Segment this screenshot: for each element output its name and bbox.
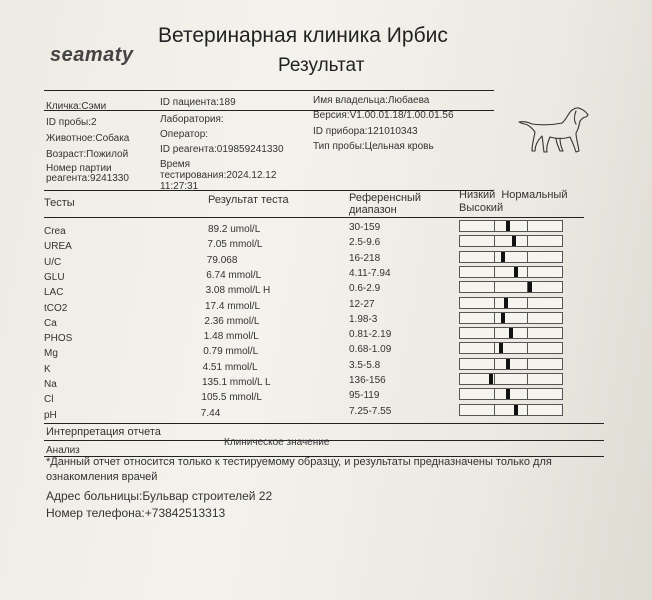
test-result: 89.2 umol/L: [208, 224, 261, 235]
divider: [44, 217, 584, 218]
patient-id: ID пациента:189: [160, 97, 236, 108]
level-marker: [506, 359, 510, 369]
level-bar-divider: [527, 313, 528, 323]
test-result: 2.36 mmol/L: [204, 316, 260, 327]
test-time-value: тестирования:2024.12.12: [160, 170, 277, 181]
laboratory: Лаборатория:: [160, 114, 224, 125]
level-bar-divider: [494, 221, 495, 231]
reference-range: 0.81-2.19: [349, 329, 392, 340]
level-bar-divider: [527, 328, 528, 338]
reference-range: 3.5-5.8: [349, 360, 381, 371]
test-name: GLU: [44, 272, 65, 283]
level-bar-divider: [494, 282, 495, 292]
col-scale-line2: Высокий: [459, 202, 504, 214]
divider: [44, 90, 494, 91]
level-bar: [459, 220, 563, 232]
level-bar-divider: [494, 267, 495, 277]
col-ref-line2: диапазон: [349, 204, 397, 216]
test-result: 7.05 mmol/L: [207, 239, 263, 250]
reference-range: 95-119: [349, 390, 380, 401]
col-ref-line1: Референсный: [349, 192, 422, 204]
level-bar: [459, 281, 563, 293]
level-bar-divider: [494, 374, 495, 384]
level-marker: [489, 374, 493, 384]
level-bar: [459, 327, 563, 339]
test-name: LAC: [44, 287, 64, 298]
level-bar: [459, 312, 563, 324]
level-bar-divider: [527, 374, 528, 384]
reference-range: 0.68-1.09: [349, 344, 392, 355]
reference-range: 7.25-7.55: [349, 406, 392, 417]
pet-nickname: Кличка:Сэми: [46, 101, 107, 112]
level-bar-divider: [494, 236, 495, 246]
level-marker: [499, 343, 503, 353]
dog-icon: [516, 104, 592, 156]
animal-type: Животное:Собака: [46, 133, 130, 144]
level-bar-divider: [527, 298, 528, 308]
test-name: Cl: [44, 394, 54, 405]
test-name: tCO2: [44, 303, 68, 314]
reference-range: 4.11-7.94: [349, 268, 391, 279]
test-result: 3.08 mmol/L H: [205, 285, 271, 296]
level-bar-divider: [527, 252, 528, 262]
reference-range: 30-159: [349, 222, 381, 233]
level-marker: [509, 328, 513, 338]
clinical-label: Клиническое значение: [224, 437, 330, 448]
reference-range: 136-156: [349, 375, 386, 386]
level-bar-divider: [494, 328, 495, 338]
divider: [44, 423, 604, 424]
col-scale-line1: Низкий Нормальный: [459, 189, 568, 201]
report-note-line2: ознакомления врачей: [46, 471, 158, 483]
reagent-id: ID реагента:019859241330: [160, 144, 284, 155]
test-result: 79.068: [206, 255, 238, 266]
level-marker: [514, 405, 518, 415]
test-result: 1.48 mmol/L: [203, 331, 259, 342]
test-name: Na: [44, 379, 57, 390]
test-name: K: [44, 364, 51, 375]
col-result: Результат теста: [208, 194, 289, 206]
level-bar-divider: [527, 405, 528, 415]
level-bar-divider: [527, 359, 528, 369]
level-bar-divider: [527, 267, 528, 277]
level-bar: [459, 342, 563, 354]
level-marker: [506, 221, 510, 231]
reference-range: 12-27: [349, 299, 375, 310]
animal-age: Возраст:Пожилой: [46, 149, 129, 160]
level-bar-divider: [494, 405, 495, 415]
level-bar-divider: [494, 343, 495, 353]
level-bar: [459, 251, 563, 263]
sample-id: ID пробы:2: [46, 117, 97, 128]
reference-range: 2.5-9.6: [349, 237, 381, 248]
test-result: 135.1 mmol/L L: [202, 377, 271, 388]
software-version: Версия:V1.00.01.18/1.00.01.56: [313, 110, 454, 121]
sample-type: Тип пробы:Цельная кровь: [313, 141, 434, 152]
level-bar: [459, 266, 563, 278]
test-time-clock: 11:27:31: [160, 181, 199, 192]
level-marker: [512, 236, 516, 246]
test-name: UREA: [44, 241, 72, 252]
level-bar-divider: [527, 221, 528, 231]
test-result: 0.79 mmol/L: [203, 346, 259, 357]
test-name: Crea: [44, 226, 66, 237]
reference-range: 1.98-3: [349, 314, 378, 325]
level-bar-divider: [494, 359, 495, 369]
test-result: 6.74 mmol/L: [206, 270, 262, 281]
analysis-label: Анализ: [46, 445, 80, 456]
level-bar-divider: [494, 313, 495, 323]
test-result: 17.4 mmol/L: [205, 301, 261, 312]
clinic-address: Адрес больницы:Бульвар строителей 22: [46, 489, 273, 503]
report-note-line1: *Данный отчет относится только к тестируемому образцу, и результаты предназначены только для: [46, 456, 552, 468]
test-result: 7.44: [200, 408, 221, 419]
test-name: Ca: [44, 318, 57, 329]
level-bar-divider: [494, 389, 495, 399]
level-bar: [459, 235, 563, 247]
level-bar: [459, 297, 563, 309]
level-bar: [459, 404, 563, 416]
test-result: 105.5 mmol/L: [201, 392, 262, 403]
batch-label: Номер партии: [46, 163, 112, 174]
level-bar: [459, 388, 563, 400]
reference-range: 0.6-2.9: [349, 283, 381, 294]
divider: [44, 190, 494, 191]
level-bar-divider: [527, 389, 528, 399]
operator: Оператор:: [160, 129, 209, 140]
level-marker: [528, 282, 532, 292]
level-bar: [459, 358, 563, 370]
level-bar: [459, 373, 563, 385]
batch-value: реагента:9241330: [46, 173, 129, 184]
test-result: 4.51 mmol/L: [202, 362, 258, 373]
level-bar-divider: [494, 298, 495, 308]
level-bar-divider: [494, 252, 495, 262]
test-name: Mg: [44, 348, 58, 359]
reference-range: 16-218: [349, 253, 381, 264]
level-bar-divider: [527, 236, 528, 246]
test-name: pH: [44, 410, 57, 421]
test-name: U/C: [44, 257, 62, 268]
interpretation-title: Интерпретация отчета: [46, 426, 161, 438]
level-marker: [504, 298, 508, 308]
device-id: ID прибора:121010343: [313, 126, 418, 137]
brand-logo: seamaty: [50, 44, 134, 66]
level-bar-divider: [527, 343, 528, 353]
level-marker: [506, 389, 510, 399]
level-marker: [514, 267, 518, 277]
test-time-label: Время: [160, 159, 191, 170]
level-marker: [501, 313, 505, 323]
clinic-title: Ветеринарная клиника Ирбис: [158, 24, 448, 47]
level-marker: [501, 252, 505, 262]
report-subtitle: Результат: [278, 55, 365, 76]
clinic-phone: Номер телефона:+73842513313: [46, 506, 226, 520]
owner-name: Имя владельца:Любаева: [313, 95, 430, 106]
col-tests: Тесты: [44, 197, 75, 209]
test-name: PHOS: [44, 333, 73, 344]
